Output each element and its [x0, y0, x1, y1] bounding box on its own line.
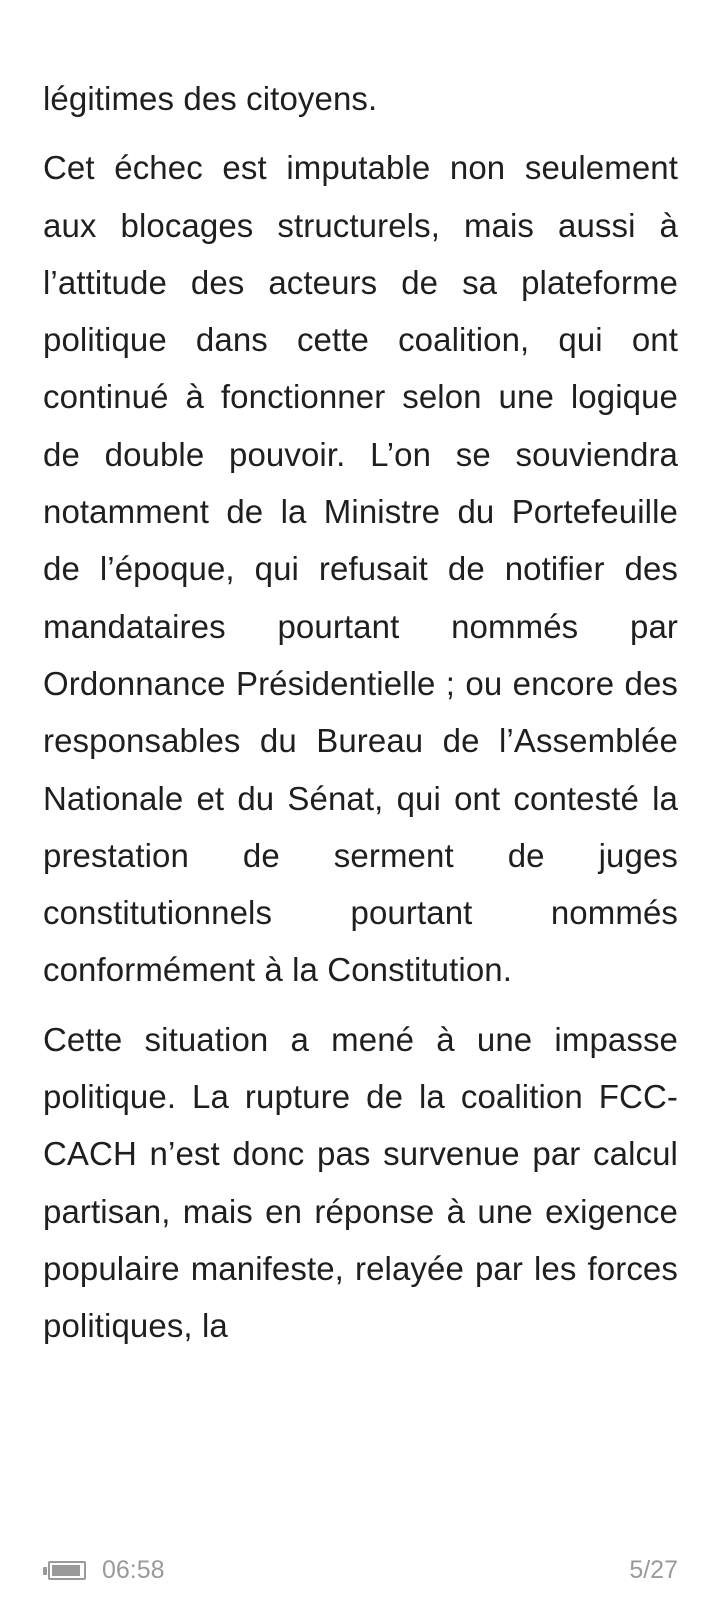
- paragraph-continuation: légitimes des citoyens.: [43, 80, 378, 117]
- paragraph-body: Cette situation a mené à une impasse politique. La rupture de la coalition FCC-CACH n’est donc pas survenue par calcul partisan, mais en réponse à une exigence populaire manifeste, relayée par les forces politiques, la: [43, 1020, 678, 1345]
- battery-icon: [48, 1561, 86, 1580]
- clock-time: 06:58: [102, 1555, 165, 1584]
- reader-page[interactable]: [43, 70, 678, 1530]
- reader-status-bar: [43, 1550, 678, 1590]
- page-counter: 5/27: [629, 1555, 678, 1584]
- battery-level-fill: [52, 1565, 80, 1576]
- paragraph-body: Cet échec est imputable non seulement aux blocages structurels, mais aussi à l’attitude des acteurs de sa plateforme politique dans cette coalition, qui ont continué à fonctionner selon une logique de double pouvoir. L’on se souviendra notamment de la Ministre du Portefeuille de l’époque, qui refusait de notifier des mandataires pourtant nommés par Ordonnance Présidentielle ; ou encore des responsables du Bureau de l’Assemblée Nationale et du Sénat, qui ont contesté la prestation de serment de juges constitutionnels pourtant nommés conformément à la Constitution.: [43, 149, 678, 989]
